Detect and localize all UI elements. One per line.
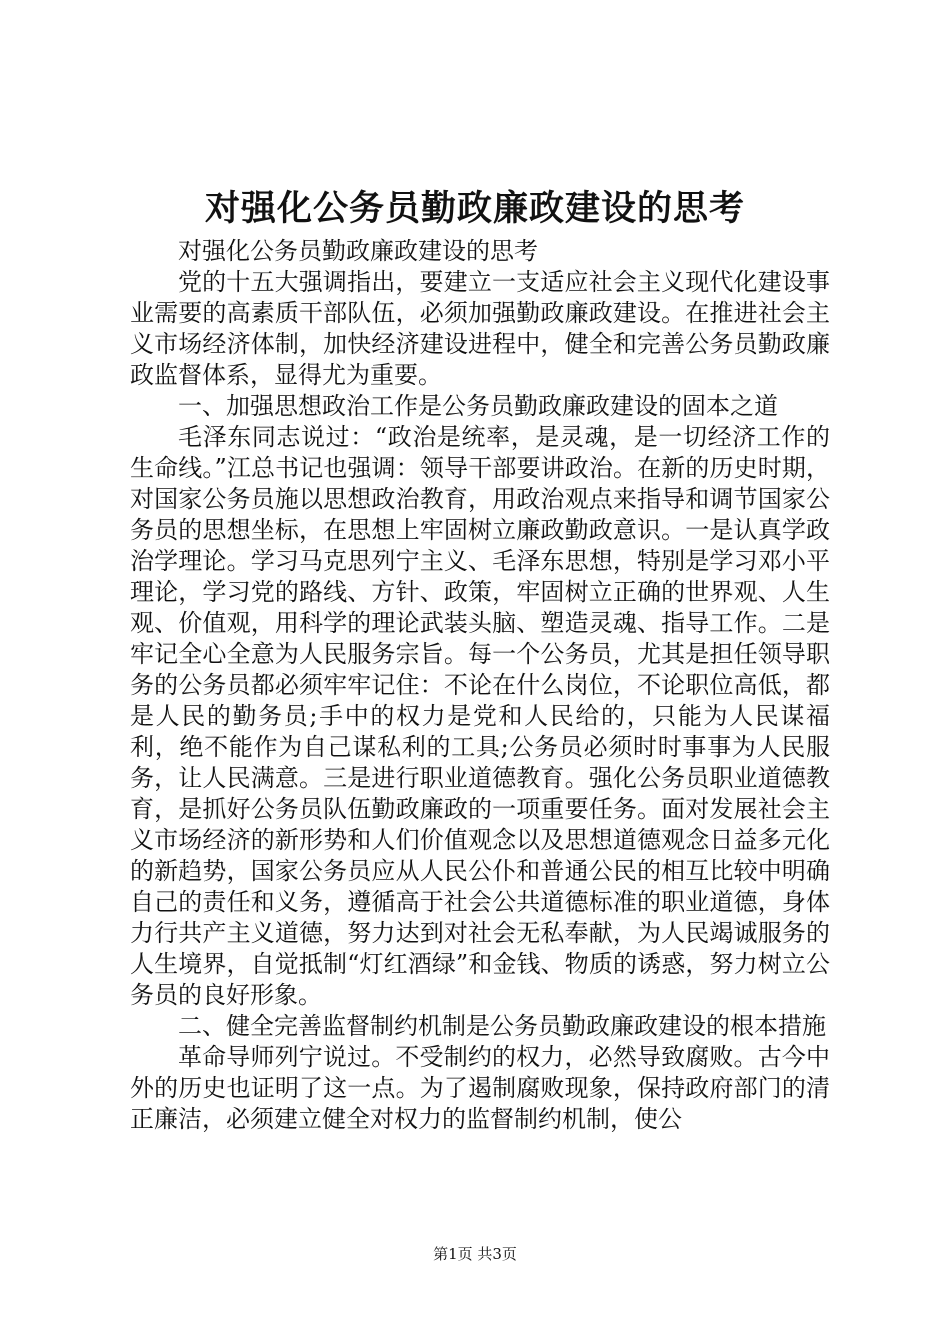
document-title: 对强化公务员勤政廉政建设的思考: [204, 188, 745, 229]
section-2-paragraph: 革命导师列宁说过。不受制约的权力，必然导致腐败。古今中外的历史也证明了这一点。为了遏制腐败现象，保持政府部门的清正廉洁，必须建立健全对权力的监督制约机制，使公: [130, 1043, 830, 1133]
page-footer: 第1页 共3页: [433, 1245, 517, 1263]
intro-paragraph: 党的十五大强调指出，要建立一支适应社会主义现代化建设事业需要的高素质干部队伍，必须加强勤政廉政建设。在推进社会主义市场经济体制，加快经济建设进程中，健全和完善公务员勤政廉政监督体系，显得尤为重要。: [130, 268, 830, 389]
section-1-paragraph: 毛泽东同志说过：“政治是统率，是灵魂，是一切经济工作的生命线。”江总书记也强调：领导干部要讲政治。在新的历史时期，对国家公务员施以思想政治教育，用政治观点来指导和调节国家公务员的思想坐标，在思想上牢固树立廉政勤政意识。一是认真学政治学理论。学习马克思列宁主义、毛泽东思想，特别是学习邓小平理论，学习党的路线、方针、政策，牢固树立正确的世界观、人生观、价值观，用科学的理论武装头脑、塑造灵魂、指导工作。二是牢记全心全意为人民服务宗旨。每一个公务员，尤其是担任领导职务的公务员都必须牢牢记住：不论在什么岗位，不论职位高低，都是人民的勤务员;手中的权力是党和人民给的，只能为人民谋福利，绝不能作为自己谋私利的工具;公务员必须时时事事为人民服务，让人民满意。三是进行职业道德教育。强化公务员职业道德教育，是抓好公务员队伍勤政廉政的一项重要任务。面对发展社会主义市场经济的新形势和人们价值观念以及思想道德观念日益多元化的新趋势，国家公务员应从人民公仆和普通公民的相互比较中明确自己的责任和义务，遵循高于社会公共道德标准的职业道德，身体力行共产主义道德，努力达到对社会无私奉献，为人民竭诚服务的人生境界，自觉抵制“灯红酒绿”和金钱、物质的诱惑，努力树立公务员的良好形象。: [130, 423, 830, 1009]
section-heading-1: 一、加强思想政治工作是公务员勤政廉政建设的固本之道: [178, 392, 778, 420]
subtitle-paragraph: 对强化公务员勤政廉政建设的思考: [178, 237, 538, 265]
document-body: [130, 236, 830, 1135]
section-heading-2: 二、健全完善监督制约机制是公务员勤政廉政建设的根本措施: [178, 1012, 826, 1040]
